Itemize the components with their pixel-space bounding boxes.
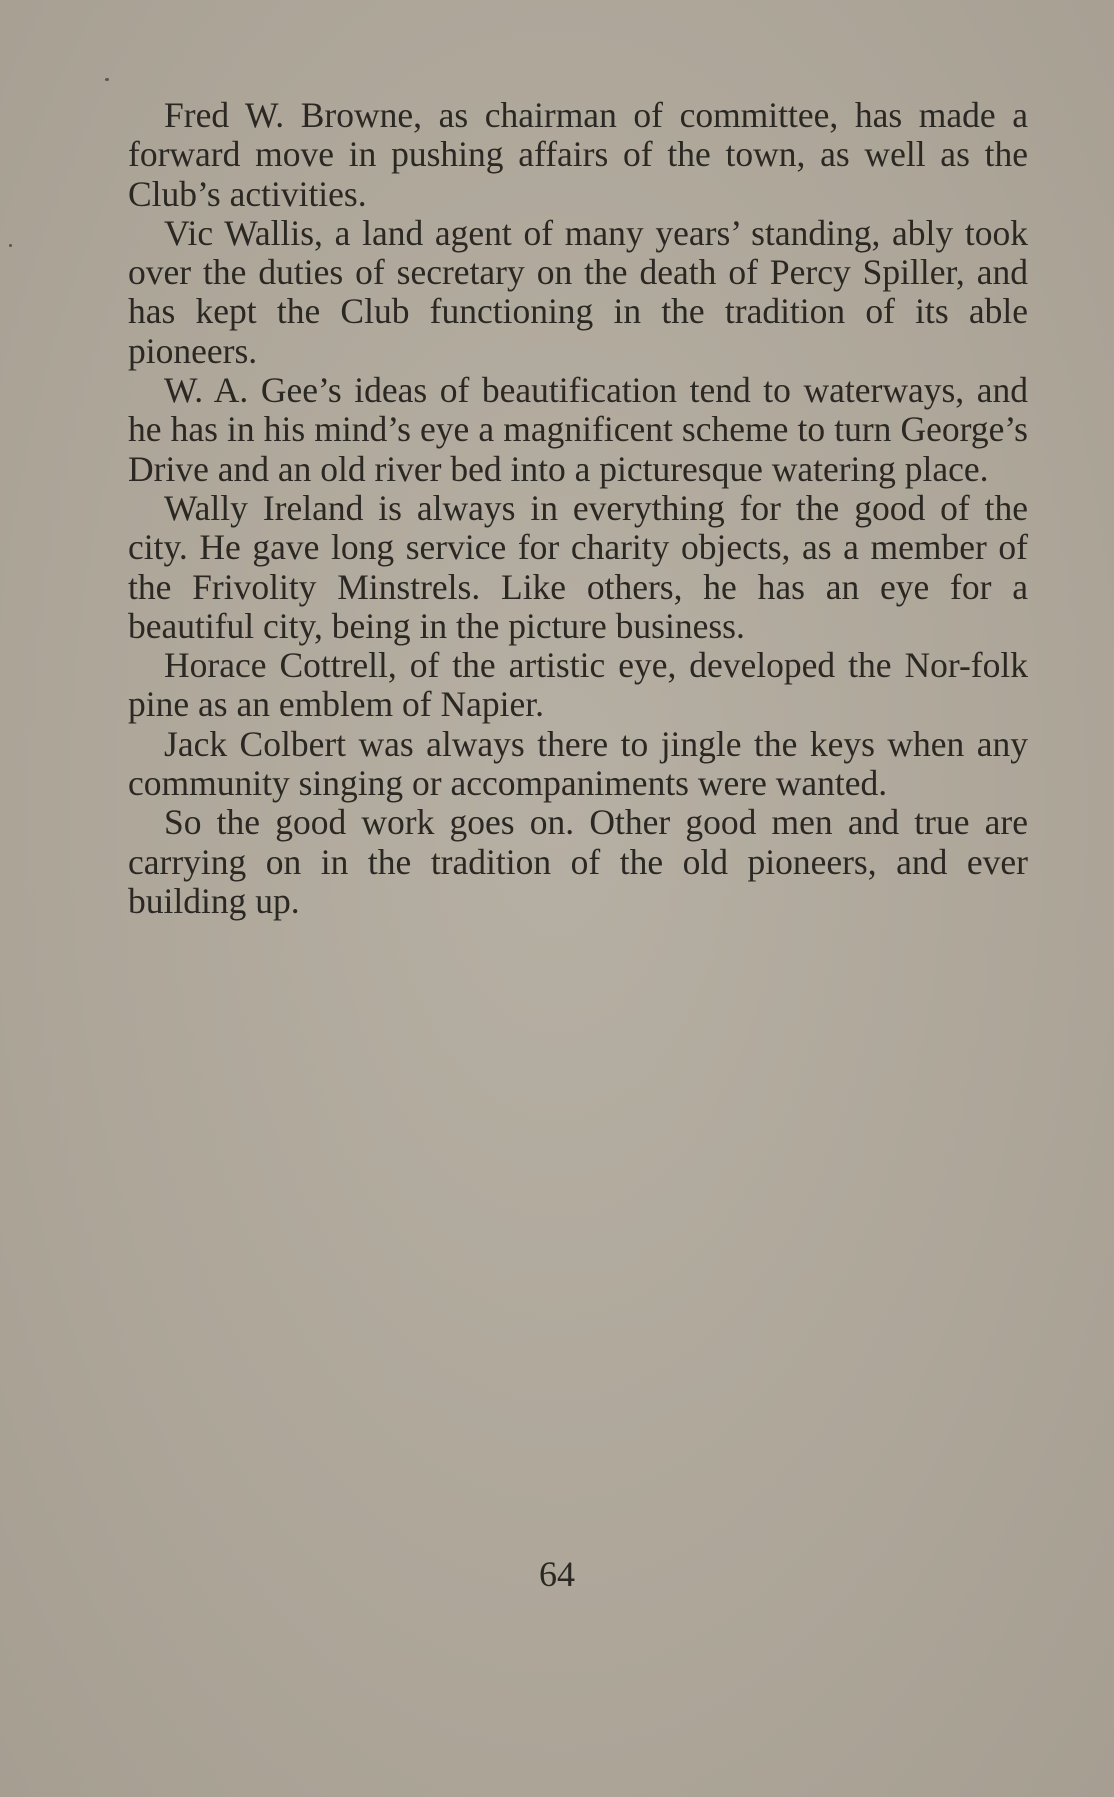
paragraph-vic-wallis: Vic Wallis, a land agent of many years’ standing, ably took over the duties of secretary on the death of Percy Spiller, and has kept the Club functioning in the tradition of its able pioneers. xyxy=(128,212,1028,371)
paragraph-jack-colbert: Jack Colbert was always there to jingle the keys when any community singing or accompaniments were wanted. xyxy=(128,723,1028,804)
paragraph-horace-cottrell: Horace Cottrell, of the artistic eye, developed the Nor-folk pine as an emblem of Napier. xyxy=(128,645,1028,725)
page-number: 64 xyxy=(539,1554,575,1594)
paragraph-wally-ireland: Wally Ireland is always in everything for the good of the city. He gave long service for charity objects, as a member of the Frivolity Minstrels. Like others, he has an eye for a beautiful city, being in the picture business. xyxy=(128,487,1028,646)
paragraph-w-a-gee: W. A. Gee’s ideas of beautification tend to waterways, and he has in his mind’s eye a magnificent scheme to turn George’s Drive and an old river bed into a picturesque watering place. xyxy=(128,370,1028,489)
paragraph-closing: So the good work goes on. Other good men and true are carrying on in the tradition of the old pioneers, and ever building up. xyxy=(128,802,1028,921)
paragraph-fred-browne: Fred W. Browne, as chairman of committee, has made a forward move in pushing affairs of the town, as well as the Club’s activities. xyxy=(128,95,1028,214)
body-text xyxy=(128,96,1028,921)
print-speck xyxy=(9,244,12,247)
print-speck xyxy=(105,78,109,81)
